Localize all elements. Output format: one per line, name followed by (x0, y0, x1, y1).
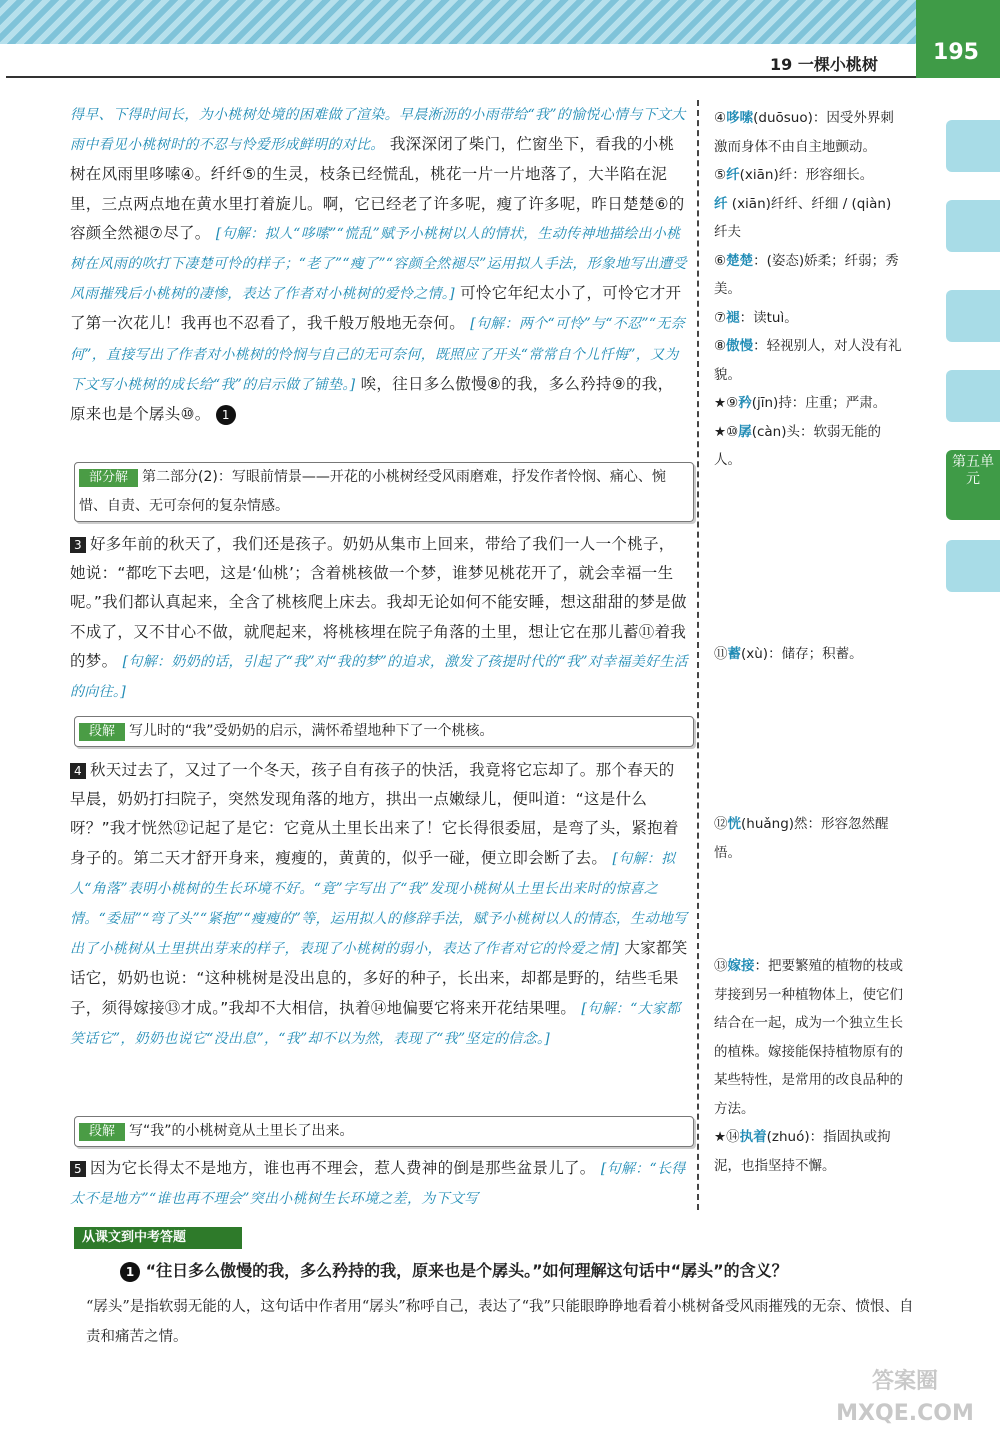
column-divider (697, 100, 699, 1210)
glossary-item: ⑫恍(huǎng)然：形容忽然醒悟。 (714, 816, 889, 861)
glossary-item: ⑤纤(xiān)纤：形容细长。 (714, 167, 874, 183)
annotation: 得早、下得时间长，为小桃树处境的困难做了渲染。早晨淅沥的小雨带给“我”的愉悦心情与下文大雨中看见小桃树时的不忍与怜爱形成鲜明的对比。 (70, 107, 686, 154)
unit-tab[interactable] (946, 290, 1000, 342)
unit-tab-active[interactable]: 第五单元 (946, 450, 1000, 520)
body-text: 我深深闭了柴门，伫窗坐下，看我的小桃树在风雨里哆嗦④。纤纤⑤的生灵，枝条已经慌乱，桃花一片一片地落了，大半陷在泥里，三点两点地在黄水里打着旋儿。啊，它已经老了许多呢，瘦了许多呢，昨日楚楚⑥的容颜全然褪⑦尽了。 (70, 135, 685, 242)
body-text: 秋天过去了，又过了一个冬天，孩子自有孩子的快活，我竟将它忘却了。那个春天的早晨，奶奶打扫院子，突然发现角落的地方，拱出一点嫩绿儿，便叫道：“这是什么呀？”我才恍然⑫记起了是它：它竟从土里长出来了！它长得很委屈，是弯了头，紧抱着身子的。第二天才舒开身来，瘦瘦的，黄黄的，似乎一碰，便立即会断了去。 (70, 761, 679, 867)
paragraph-number: 4 (70, 763, 86, 779)
header-rule (6, 76, 916, 78)
glossary-item: ⑧傲慢：轻视别人，对人没有礼貌。 (714, 338, 902, 383)
body-text: 可怜它年纪太小了，可怜它才开了第一次花儿！我再也不忍看了，我千般万般地无奈何。 (70, 284, 682, 333)
main-text-part1 (70, 100, 688, 429)
unit-tab[interactable] (946, 540, 1000, 592)
paragraph-number: 3 (70, 537, 86, 553)
sentence-note: [句解：“大家都笑话它”，奶奶也说它“没出息”，“我”却不以为然，表现了“我”坚定的信念。] (70, 1000, 681, 1047)
glossary-item: ★⑨矜(jīn)持：庄重；严肃。 (714, 395, 887, 411)
question-marker-icon: 1 (120, 1262, 140, 1282)
summary-tag: 部分解 (79, 469, 138, 487)
body-text: 大家都笑话它，奶奶也说：“这种桃树是没出息的，多好的种子，长出来，却都是野的，结些毛果子，须得嫁接⑬才成。”我却不大相信，执着⑭地偏要它将来开花结果哩。 (70, 939, 688, 1017)
watermark-line: 答案圈 (871, 1369, 938, 1394)
summary-text: 第二部分(2)：写眼前情景——开花的小桃树经受风雨磨难，抒发作者怜悯、痛心、惋惜、自责、无可奈何的复杂情感。 (79, 469, 666, 514)
sentence-note: [句解：拟人“哆嗦”“慌乱”赋予小桃树以人的情状，生动传神地描绘出小桃树在风雨的吹打下凄楚可怜的样子；“老了”“瘦了”“容颜全然褪尽”运用拟人手法，形象地写出遭受风雨摧残后小桃树的凄惨，表达了作者对小桃树的爱怜之情。] (70, 225, 687, 303)
watermark-line: MXQE.COM (836, 1401, 974, 1426)
chapter-title: 19 一棵小桃树 (770, 55, 878, 74)
glossary-column (714, 104, 904, 475)
question-marker-icon: 1 (216, 405, 236, 425)
unit-tab[interactable] (946, 370, 1000, 422)
main-text-part2 (70, 530, 688, 707)
unit-tab[interactable] (946, 200, 1000, 252)
top-banner (0, 0, 1000, 44)
sentence-note: [句解：“长得太不是地方”“谁也再不理会”突出小桃树生长环境之差，为下文写 (70, 1161, 686, 1208)
glossary-column-4 (714, 952, 904, 1180)
unit-tab[interactable] (946, 120, 1000, 172)
paragraph-summary-box (74, 1116, 694, 1147)
sentence-note: [句解：拟人“角落”表明小桃树的生长环境不好。“竟”字写出了“我”发现小桃树从土里长出来时的惊喜之情。“委屈”“弯了头”“紧抱”“瘦瘦的”等，运用拟人的修辞手法，赋予小桃树以人的情态，生动地写出了小桃树从土里拱出芽来的样子，表现了小桃树的弱小，表达了作者对它的怜爱之情] (70, 850, 688, 958)
page-number-block (916, 0, 1000, 78)
main-text-part3 (70, 756, 688, 1054)
exam-question (120, 1258, 980, 1282)
main-text-part4 (70, 1154, 688, 1214)
glossary-column-3 (714, 810, 904, 867)
paragraph-summary-box (74, 716, 694, 747)
glossary-item: ⑥楚楚：(姿态)娇柔；纤弱；秀美。 (714, 252, 899, 297)
sentence-note: [句解：奶奶的话，引起了“我”对“我的梦”的追求，激发了孩提时代的“我”对幸福美好生活的向往。] (70, 653, 688, 701)
glossary-item: ⑦褪：读tuì。 (714, 309, 798, 326)
glossary-item: ⑪蓄(xù)：储存；积蓄。 (714, 646, 863, 662)
page-number: 195 (933, 40, 979, 65)
summary-text: 写“我”的小桃树竟从土里长了出来。 (129, 1123, 354, 1139)
sentence-note: [句解：两个“可怜”与“不忍”“无奈何”，直接写出了作者对小桃树的怜悯与自己的无可奈何，既照应了开头“常常自个儿忏悔”，又为下文写小桃树的成长给“我”的启示做了铺垫。] (70, 316, 685, 393)
body-text: 唉，往日多么傲慢⑧的我，多么矜持⑨的我，原来也是个孱头⑩。 (70, 374, 674, 424)
body-text: 因为它长得太不是地方，谁也再不理会，惹人费神的倒是那些盆景儿了。 (90, 1159, 596, 1177)
paragraph-number: 5 (70, 1161, 86, 1177)
question-text: “往日多么傲慢的我，多么矜持的我，原来也是个孱头。”如何理解这句话中“孱头”的含义？ (145, 1261, 788, 1280)
summary-tag: 段解 (79, 723, 125, 741)
glossary-item: ④哆嗦(duōsuo)：因受外界刺激而身体不由自主地颤动。 (714, 110, 894, 155)
exam-section-banner: 从课文到中考答题 (74, 1227, 242, 1249)
glossary-item: ★⑭执着(zhuó)：指固执或拘泥，也指坚持不懈。 (714, 1129, 891, 1174)
section-summary-box (74, 462, 694, 522)
glossary-item: ⑬嫁接：把要繁殖的植物的枝或芽接到另一种植物体上，使它们结合在一起，成为一个独立生长的植株。嫁接能保持植物原有的某些特性，是常用的改良品种的方法。 (714, 958, 903, 1117)
glossary-item: 纤 (xiān)纤纤、纤细 / (qiàn)纤夫 (714, 195, 892, 240)
glossary-column-2 (714, 640, 904, 669)
exam-answer: “孱头”是指软弱无能的人，这句话中作者用“孱头”称呼自己，表达了“我”只能眼睁睁地看着小桃树备受风雨摧残的无奈、愤恨、自责和痛苦之情。 (86, 1299, 914, 1345)
glossary-item: ★⑩孱(càn)头：软弱无能的人。 (714, 423, 882, 468)
summary-tag: 段解 (79, 1123, 125, 1141)
watermark (820, 1366, 990, 1430)
summary-text: 写儿时的“我”受奶奶的启示，满怀希望地种下了一个桃核。 (129, 723, 494, 739)
body-text: 好多年前的秋天了，我们还是孩子。奶奶从集市上回来，带给了我们一人一个桃子，她说：“都吃下去吧，这是‘仙桃’；含着桃核做一个梦，谁梦见桃花开了，就会幸福一生呢。”我们都认真起来，全含了桃核爬上床去。我却无论如何不能安睡，想这甜甜的梦是做不成了，又不甘心不做，就爬起来，将桃核埋在院子角落的土里，想让它在那儿蓄⑪着我的梦。 (70, 535, 687, 670)
